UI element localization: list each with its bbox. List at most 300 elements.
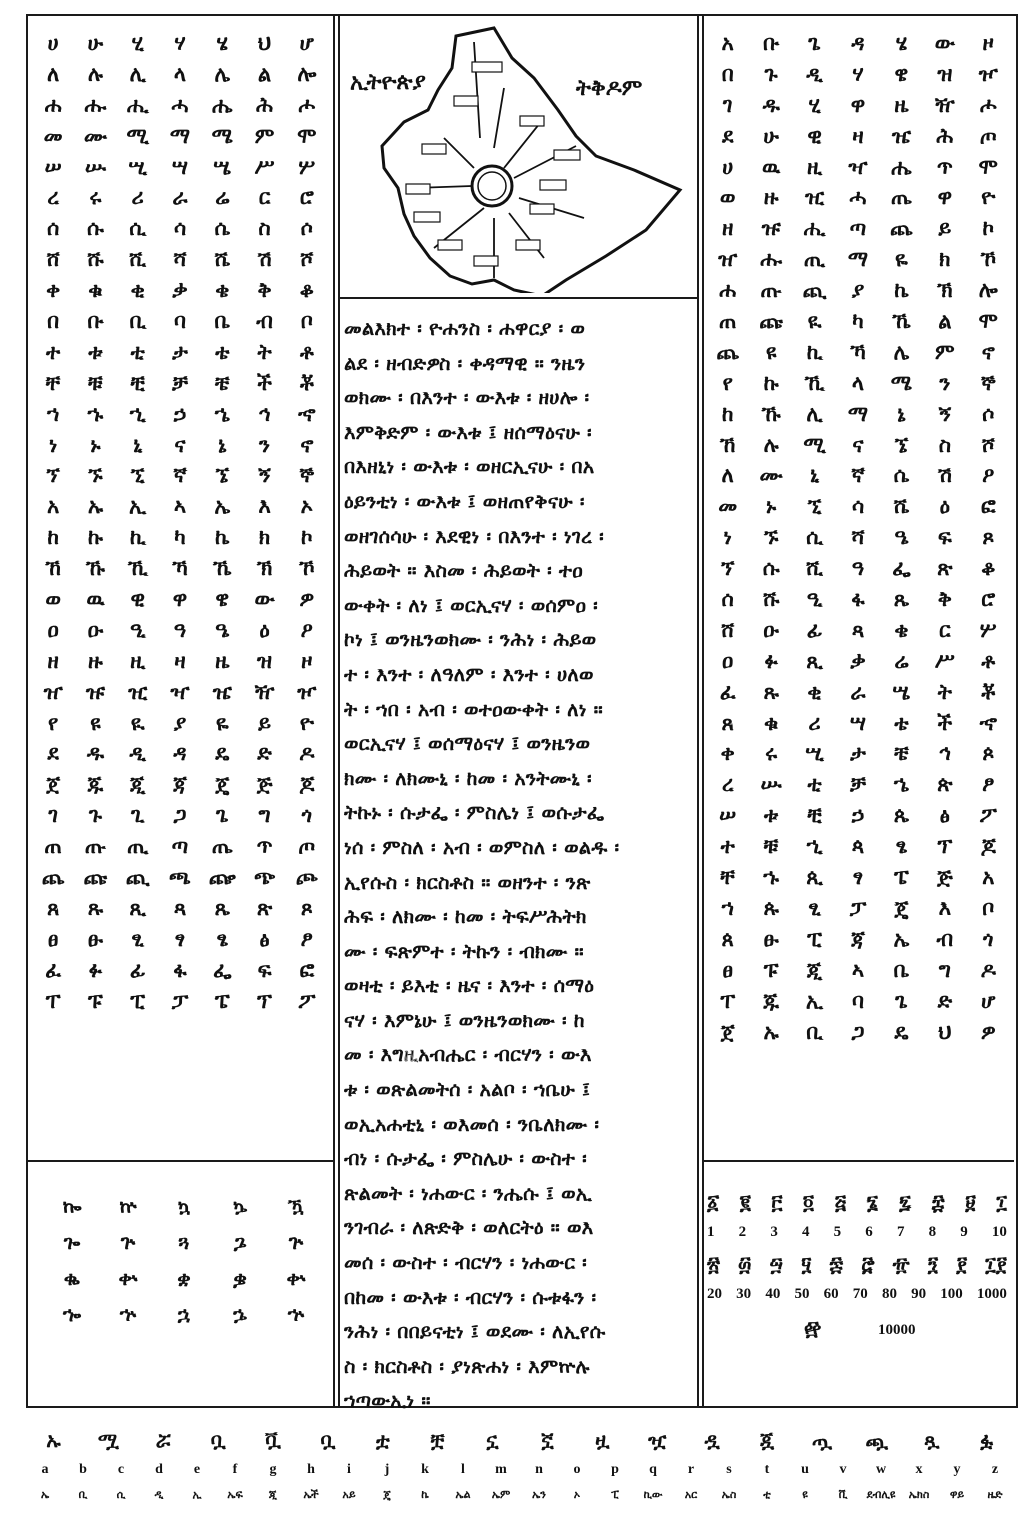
syllable-cell: ጼ <box>893 587 910 612</box>
syllable-cell: ኛ <box>173 463 187 488</box>
syllable-cell: ጦ <box>979 123 997 148</box>
labialized-cell: ኰ <box>62 1194 82 1218</box>
syllable-cell: ሞ <box>297 123 317 148</box>
label-box <box>422 144 446 154</box>
syllable-cell: ኬ <box>215 525 230 550</box>
syllable-cell: ጉ <box>764 61 778 86</box>
syllable-cell: ዖ <box>300 617 314 642</box>
syllable-cell: ቾ <box>981 679 996 704</box>
syllable-cell: ሄ <box>895 31 908 55</box>
syllable-cell: ና <box>174 432 186 457</box>
syllable-cell: ወ <box>719 185 736 210</box>
syllable-cell: ዕ <box>939 494 951 519</box>
syllable-cell: ረ <box>47 185 60 210</box>
syllable-cell: እ <box>938 895 952 920</box>
syllable-cell: ሉ <box>87 61 103 86</box>
syllable-cell: ቼ <box>894 741 909 766</box>
numeral-glyph: ፲፻ <box>985 1252 1007 1276</box>
latin-letter-name: ቲ <box>763 1488 771 1501</box>
syllable-cell: ፕ <box>257 988 272 1013</box>
syllable-cell: ባ <box>173 309 187 334</box>
syllable-cell: ኹ <box>761 401 781 426</box>
numeral-value: 70 <box>852 1286 868 1302</box>
syllable-cell: ዥ <box>935 92 955 117</box>
syllable-cell: ዱ <box>86 741 104 766</box>
syllable-cell: ሃ <box>174 31 186 55</box>
latin-letter: z <box>991 1462 999 1477</box>
syllable-cell: ኜ <box>894 432 909 457</box>
syllable-cell: ለ <box>721 463 734 488</box>
syllable-cell: ኙ <box>88 463 103 488</box>
syllable-cell: ኄ <box>214 401 230 426</box>
syllable-cell: ሽ <box>257 247 272 272</box>
syllable-cell: ሐ <box>719 278 737 303</box>
syllable-cell: እ <box>258 494 271 519</box>
syllable-cell: ች <box>257 370 272 395</box>
syllable-cell: ጵ <box>937 772 953 797</box>
syllable-cell: ፃ <box>174 926 186 951</box>
epistle-line: ስ ፡ ክርስቶስ ፡ ያነጽሐነ ፡ እምኵሉ <box>344 1354 590 1378</box>
epistle-line: ወዛቲ ፡ ይእቲ ፡ ዜና ፡ እንተ ፡ ሰማዕ <box>344 974 595 998</box>
syllable-cell: ጁ <box>87 772 104 797</box>
syllable-cell: ሡ <box>760 772 782 797</box>
syllable-cell: ዴ <box>215 741 230 766</box>
epistle-line: ነሰ ፡ ምስለ ፡ አብ ፡ ወምስለ ፡ ወልዱ ፡ <box>344 835 620 859</box>
syllable-cell: ዣ <box>848 154 868 179</box>
syllable-cell: ኚ <box>130 463 145 488</box>
syllable-cell: ሱ <box>762 556 780 581</box>
syllable-cell: የ <box>48 710 59 735</box>
syllable-cell: ዲ <box>129 741 147 766</box>
syllable-cell: ጼ <box>214 895 230 920</box>
syllable-cell: ጥ <box>256 834 273 859</box>
syllable-cell: ጾ <box>300 895 313 920</box>
syllable-cell: ቡ <box>763 31 780 55</box>
syllable-cell: ረ <box>721 772 734 797</box>
syllable-cell: ጺ <box>806 648 823 673</box>
syllable-cell: ዚ <box>806 154 823 179</box>
numeral-value: 2 <box>738 1224 747 1240</box>
syllable-cell: ጀ <box>720 1019 735 1044</box>
syllable-cell: ኡ <box>763 1019 779 1044</box>
syllable-cell: ሂ <box>131 31 144 55</box>
syllable-cell: ጢ <box>803 247 826 272</box>
syllable-cell: ሉ <box>763 432 779 457</box>
syllable-cell: ዌ <box>894 61 909 86</box>
latin-letter-name: ሲ <box>116 1488 126 1501</box>
syllable-cell: ጮ <box>295 865 318 890</box>
syllable-cell: ቸ <box>720 865 735 890</box>
latin-letter-name: አር <box>684 1488 698 1501</box>
syllable-cell: ሌ <box>893 339 910 364</box>
bottom-glyph: ቷ <box>375 1428 390 1452</box>
syllable-cell: ሾ <box>981 432 995 457</box>
syllable-cell: ጶ <box>982 741 995 766</box>
syllable-cell: ቢ <box>806 1019 823 1044</box>
syllable-cell: ኤ <box>214 494 231 519</box>
syllable-cell: ር <box>258 185 271 210</box>
numeral-glyph: ፲ <box>996 1190 1007 1214</box>
syllable-cell: ል <box>257 61 272 86</box>
syllable-cell: ጊ <box>130 803 145 828</box>
syllable-cell: ቾ <box>299 370 314 395</box>
syllable-cell: ዓ <box>173 617 187 642</box>
labialized-cell: ጓ <box>178 1230 190 1254</box>
epistle-line: ወኢአሐቲኒ ፡ ወእመሰ ፡ ንቤለክሙ ፡ <box>344 1112 600 1136</box>
numeral-glyph: ፷ <box>829 1252 844 1276</box>
syllable-cell: ዪ <box>130 710 145 735</box>
epistle-line: ኮነ ፤ ወንዜንወክሙ ፡ ንሕነ ፡ ሕይወ <box>344 628 597 652</box>
syllable-cell: ሁ <box>87 31 104 55</box>
syllable-cell: ፅ <box>939 803 950 828</box>
syllable-cell: ሺ <box>806 556 824 581</box>
syllable-cell: ሊ <box>806 401 823 426</box>
syllable-cell: ጥ <box>936 154 953 179</box>
syllable-cell: ዊ <box>807 123 822 148</box>
syllable-cell: ፊ <box>806 617 823 642</box>
epistle-line: መ ፡ እግዚአብሔር ፡ ብርሃን ፡ ውእ <box>344 1043 592 1067</box>
syllable-cell: ዬ <box>895 247 908 272</box>
syllable-cell: ሳ <box>851 494 865 519</box>
syllable-cell: ኆ <box>979 710 997 735</box>
numeral-glyph: ፺ <box>927 1252 939 1276</box>
syllable-cell: ፅ <box>259 926 270 951</box>
latin-letter-name: ዜድ <box>987 1488 1003 1501</box>
syllable-cell: ጺ <box>129 895 147 920</box>
ethiopia-map-drawing <box>344 18 692 293</box>
syllable-cell: ባ <box>851 988 865 1013</box>
syllable-cell: ፄ <box>216 926 228 951</box>
syllable-cell: ጳ <box>851 834 865 859</box>
numeral-value: 1 <box>707 1224 715 1240</box>
syllable-cell: ጠ <box>718 309 737 334</box>
rule-under-left-table <box>26 1160 334 1162</box>
syllable-cell: ቻ <box>172 370 188 395</box>
syllable-cell: ዝ <box>257 648 273 673</box>
syllable-cell: ጋ <box>173 803 187 828</box>
labialized-cell: ቋ <box>177 1266 191 1290</box>
syllable-cell: ብ <box>936 926 954 951</box>
epistle-line: በእዘኒነ ፡ ውእቱ ፡ ወዘርኢናሁ ፡ በአ <box>344 455 595 479</box>
syllable-cell: ዊ <box>130 587 145 612</box>
syllable-cell: ቸ <box>45 370 61 395</box>
syllable-cell: ሆ <box>299 31 314 55</box>
syllable-cell: ኾ <box>299 556 315 581</box>
syllable-cell: ፒ <box>807 926 822 951</box>
syllable-cell: ኒ <box>133 432 143 457</box>
syllable-cell: ዪ <box>807 309 822 334</box>
numeral-glyph: ፬ <box>802 1190 815 1214</box>
syllable-cell: ሒ <box>126 92 149 117</box>
latin-letter: y <box>953 1462 961 1477</box>
syllable-cell: ዝ <box>937 61 953 86</box>
epistle-line: ልደ ፡ ዘብድዎስ ፡ ቀዳማዊ ። ንዜን <box>344 351 586 375</box>
syllable-cell: ኑ <box>766 494 777 519</box>
syllable-cell: ከ <box>721 401 734 426</box>
syllable-cell: ጸ <box>46 895 60 920</box>
syllable-cell: ኝ <box>258 463 271 488</box>
syllable-cell: ዳ <box>851 31 865 55</box>
bottom-glyph: ቧ <box>210 1428 226 1452</box>
syllable-cell: ዒ <box>806 587 823 612</box>
syllable-cell: ሹ <box>87 247 104 272</box>
syllable-cell: ኘ <box>46 463 60 488</box>
syllable-cell: ሜ <box>211 123 233 148</box>
ethiopia-map <box>344 18 692 293</box>
syllable-cell: ዢ <box>804 185 825 210</box>
syllable-cell: ኼ <box>892 309 911 334</box>
syllable-cell: ጨ <box>890 216 913 241</box>
syllable-cell: ሥ <box>934 648 955 673</box>
syllable-cell: ፐ <box>720 988 736 1013</box>
latin-letter: m <box>495 1462 507 1477</box>
syllable-cell: ኙ <box>763 525 779 550</box>
syllable-cell: ፍ <box>937 525 952 550</box>
latin-letter-name: ደብሊዩ <box>866 1488 896 1501</box>
syllable-cell: ጪ <box>802 278 827 303</box>
syllable-cell: ቢ <box>129 309 146 334</box>
syllable-cell: ማ <box>169 123 191 148</box>
latin-letter-names-row <box>26 1488 1014 1502</box>
map-outline <box>382 28 680 293</box>
syllable-cell: ሩ <box>89 185 102 210</box>
syllable-cell: ፆ <box>300 926 314 951</box>
syllable-cell: ፎ <box>299 957 315 982</box>
syllable-cell: ሮ <box>981 587 996 612</box>
syllable-cell: ለ <box>46 61 60 86</box>
syllable-cell: ሲ <box>806 525 823 550</box>
syllable-cell: ሙ <box>83 123 108 148</box>
syllable-cell: ሓ <box>171 92 189 117</box>
numeral-value: 90 <box>911 1286 927 1302</box>
epistle-line: መልእክተ ፡ ዮሐንስ ፡ ሐዋርያ ፡ ወ <box>344 317 586 340</box>
syllable-cell: ሣ <box>849 710 867 735</box>
syllable-cell: ል <box>938 309 952 334</box>
syllable-cell: ጰ <box>721 926 734 951</box>
syllable-cell: ጆ <box>980 834 996 859</box>
epistle-line: ወርኢናሃ ፤ ወሰማዕናሃ ፤ ወንዜንወ <box>344 732 591 756</box>
labialized-cell: ጐ <box>63 1230 81 1254</box>
syllable-cell: ጻ <box>173 895 187 920</box>
syllable-cell: ፀ <box>722 957 733 982</box>
syllable-cell: ሕ <box>936 123 954 148</box>
syllable-cell: ብ <box>256 309 273 334</box>
syllable-cell: ሞ <box>978 154 998 179</box>
bottom-glyph: ሟ <box>97 1428 119 1452</box>
syllable-cell: ዎ <box>980 1019 996 1044</box>
latin-letter-name: ኤ <box>40 1488 50 1501</box>
latin-letter-name: ኤል <box>455 1488 471 1501</box>
bottom-glyph: ዧ <box>648 1428 667 1452</box>
syllable-cell: ኄ <box>893 772 909 797</box>
syllable-cell: ጌ <box>808 31 821 55</box>
syllable-cell: ሢ <box>128 154 147 179</box>
latin-letter-name: ኪው <box>643 1488 663 1501</box>
syllable-cell: ዘ <box>47 648 59 673</box>
syllable-cell: ዕ <box>259 617 270 642</box>
divider-right-inner <box>702 14 704 1406</box>
syllable-cell: የ <box>722 370 733 395</box>
latin-letter: j <box>384 1462 390 1477</box>
numeral-glyph: ፱ <box>965 1190 976 1214</box>
syllable-cell: ሡ <box>84 154 107 179</box>
syllable-cell: ጣ <box>849 216 867 241</box>
syllable-cell: ይ <box>258 710 272 735</box>
syllable-cell: ኡ <box>87 494 104 519</box>
syllable-cell: ዙ <box>88 648 103 673</box>
syllable-cell: ኁ <box>763 865 779 890</box>
syllable-cell: ኣ <box>851 957 865 982</box>
latin-letter-name: ቢ <box>78 1488 88 1501</box>
syllable-cell: ሠ <box>44 154 62 179</box>
epistle-line: ኢየሱስ ፡ ክርስቶስ ። ወዘንተ ፡ ንጽ <box>344 870 591 894</box>
syllable-cell: ጎ <box>301 803 313 828</box>
syllable-cell: ሶ <box>982 401 995 426</box>
syllable-cell: ሤ <box>213 154 232 179</box>
bottom-glyph: ሯ <box>155 1428 171 1452</box>
syllable-cell: ፐ <box>45 988 61 1013</box>
syllable-cell: ሱ <box>87 216 104 241</box>
syllable-cell: ዖ <box>982 463 995 488</box>
syllable-cell: ተ <box>720 834 735 859</box>
syllable-cell: ዒ <box>129 617 146 642</box>
syllable-cell: ሌ <box>214 61 231 86</box>
syllable-cell: ዤ <box>212 679 232 704</box>
label-box <box>414 212 440 222</box>
numeral-values-row-1 <box>707 1224 1007 1241</box>
syllable-cell: ፔ <box>894 865 909 890</box>
syllable-cell: ቲ <box>807 772 822 797</box>
syllable-cell: ሢ <box>805 741 824 766</box>
syllable-cell: ሀ <box>722 154 734 179</box>
syllable-cell: ኪ <box>129 525 146 550</box>
numeral-value: 1000 <box>976 1286 1007 1302</box>
syllable-cell: ኪ <box>806 339 823 364</box>
syllable-cell: ድ <box>257 741 272 766</box>
syllable-cell: ጻ <box>851 617 865 642</box>
latin-letter-name: ኤች <box>303 1488 319 1501</box>
numeral-glyph: ፴ <box>737 1252 752 1276</box>
syllable-cell: ዜ <box>894 92 909 117</box>
labialized-cell: ኌ <box>233 1302 247 1326</box>
syllable-cell: ኖ <box>300 432 314 457</box>
latin-letter-name: ኤም <box>491 1488 511 1501</box>
syllable-cell: ጩ <box>83 865 108 890</box>
syllable-cell: ዦ <box>978 61 998 86</box>
numeral-value: 30 <box>736 1286 752 1302</box>
syllable-cell: ኺ <box>804 370 825 395</box>
latin-alphabet-row <box>26 1462 1014 1478</box>
syllable-cell: ሻ <box>173 247 187 272</box>
syllable-cell: ዶ <box>980 957 996 982</box>
syllable-cell: በ <box>721 61 734 86</box>
epistle-line: ትኩኑ ፡ ሱታፌ ፡ ምስሌነ ፤ ወሱታፌ <box>344 801 605 825</box>
labialized-cell: ዃ <box>287 1194 305 1218</box>
syllable-cell: ጲ <box>806 865 823 890</box>
syllable-cell: ሚ <box>803 432 826 457</box>
syllable-cell: ሶ <box>300 216 313 241</box>
syllable-cell: ሁ <box>763 123 779 148</box>
epistle-line: ሙ ፡ ፍጽምተ ፡ ትኩን ፡ ብክሙ ። <box>344 939 584 963</box>
syllable-cell: ይ <box>938 216 952 241</box>
syllable-cell: ጃ <box>173 772 187 797</box>
syllable-cell: ዉ <box>762 154 781 179</box>
syllable-cell: ሖ <box>979 92 997 117</box>
syllable-cell: ተ <box>46 339 61 364</box>
syllable-cell: ፑ <box>763 957 779 982</box>
syllable-cell: ጀ <box>46 772 61 797</box>
syllable-cell: ሴ <box>893 463 910 488</box>
syllable-cell: ኣ <box>173 494 187 519</box>
epistle-text <box>344 312 696 1419</box>
epistle-line: ወዘገሰሳሁ ፡ እደዊነ ፡ በእንተ ፡ ነገረ ፡ <box>344 524 604 548</box>
epistle-line: ብነ ፡ ሱታፌ ፡ ምስሌሁ ፡ ውስተ ፡ <box>344 1147 587 1171</box>
syllable-cell: ሓ <box>849 185 867 210</box>
epistle-line: ውቀት ፡ ለነ ፤ ወርኢናሃ ፡ ወሰምዐ ፡ <box>344 593 598 617</box>
latin-letter: o <box>573 1462 581 1477</box>
label-box <box>454 96 478 106</box>
numeral-values-row-2 <box>707 1286 1007 1303</box>
syllable-cell: ሬ <box>215 185 230 210</box>
syllable-cell: ዑ <box>763 617 779 642</box>
syllable-cell: ካ <box>174 525 186 550</box>
syllable-cell: ዮ <box>981 185 996 210</box>
bottom-glyph-row <box>26 1428 1014 1452</box>
syllable-cell: ጱ <box>763 895 779 920</box>
syllable-cell: ኘ <box>720 556 735 581</box>
syllable-cell: ኽ <box>256 556 273 581</box>
numeral-value: 5 <box>833 1224 842 1240</box>
rule-under-right-table <box>702 1160 1014 1162</box>
syllable-cell: ን <box>939 370 951 395</box>
syllable-cell: ቀ <box>720 741 735 766</box>
syllable-cell: ሰ <box>46 216 60 241</box>
bottom-glyph: ቿ <box>430 1428 445 1452</box>
syllable-cell: ዤ <box>891 123 911 148</box>
latin-letter: l <box>461 1462 465 1477</box>
latin-letter-name: ኤክስ <box>908 1488 930 1501</box>
syllable-cell: ጤ <box>211 834 233 859</box>
syllable-cell: ቤ <box>893 957 910 982</box>
syllable-cell: ሀ <box>47 31 59 55</box>
syllable-cell: ኀ <box>721 895 734 920</box>
syllable-cell: ጨ <box>41 865 65 890</box>
numeral-value: 10 <box>991 1224 1007 1240</box>
syllable-cell: አ <box>982 865 995 890</box>
labialized-cell: ኍ <box>287 1302 305 1326</box>
labialized-cell: ኈ <box>62 1302 82 1326</box>
numeral-value: 80 <box>881 1286 897 1302</box>
labialized-cell: ኋ <box>177 1302 191 1326</box>
syllable-cell: ኛ <box>851 463 865 488</box>
syllable-cell: ኮ <box>982 216 995 241</box>
syllable-cell: ሥ <box>254 154 275 179</box>
syllable-cell: ቄ <box>894 617 909 642</box>
syllable-cell: ሰ <box>721 587 734 612</box>
syllable-cell: ሜ <box>890 370 913 395</box>
syllable-cell: ቡ <box>87 309 104 334</box>
bottom-glyph: ጇ <box>759 1428 775 1452</box>
bottom-glyph: ፏ <box>980 1428 993 1452</box>
syllable-cell: ነ <box>723 525 732 550</box>
syllable-cell: ት <box>937 679 952 704</box>
numeral-value: 6 <box>865 1224 873 1240</box>
syllable-cell: ጅ <box>936 865 953 890</box>
latin-letter: d <box>155 1462 163 1477</box>
syllable-cell: ኅ <box>258 401 271 426</box>
syllable-cell: ች <box>937 710 953 735</box>
syllable-cell: ሠ <box>719 803 737 828</box>
